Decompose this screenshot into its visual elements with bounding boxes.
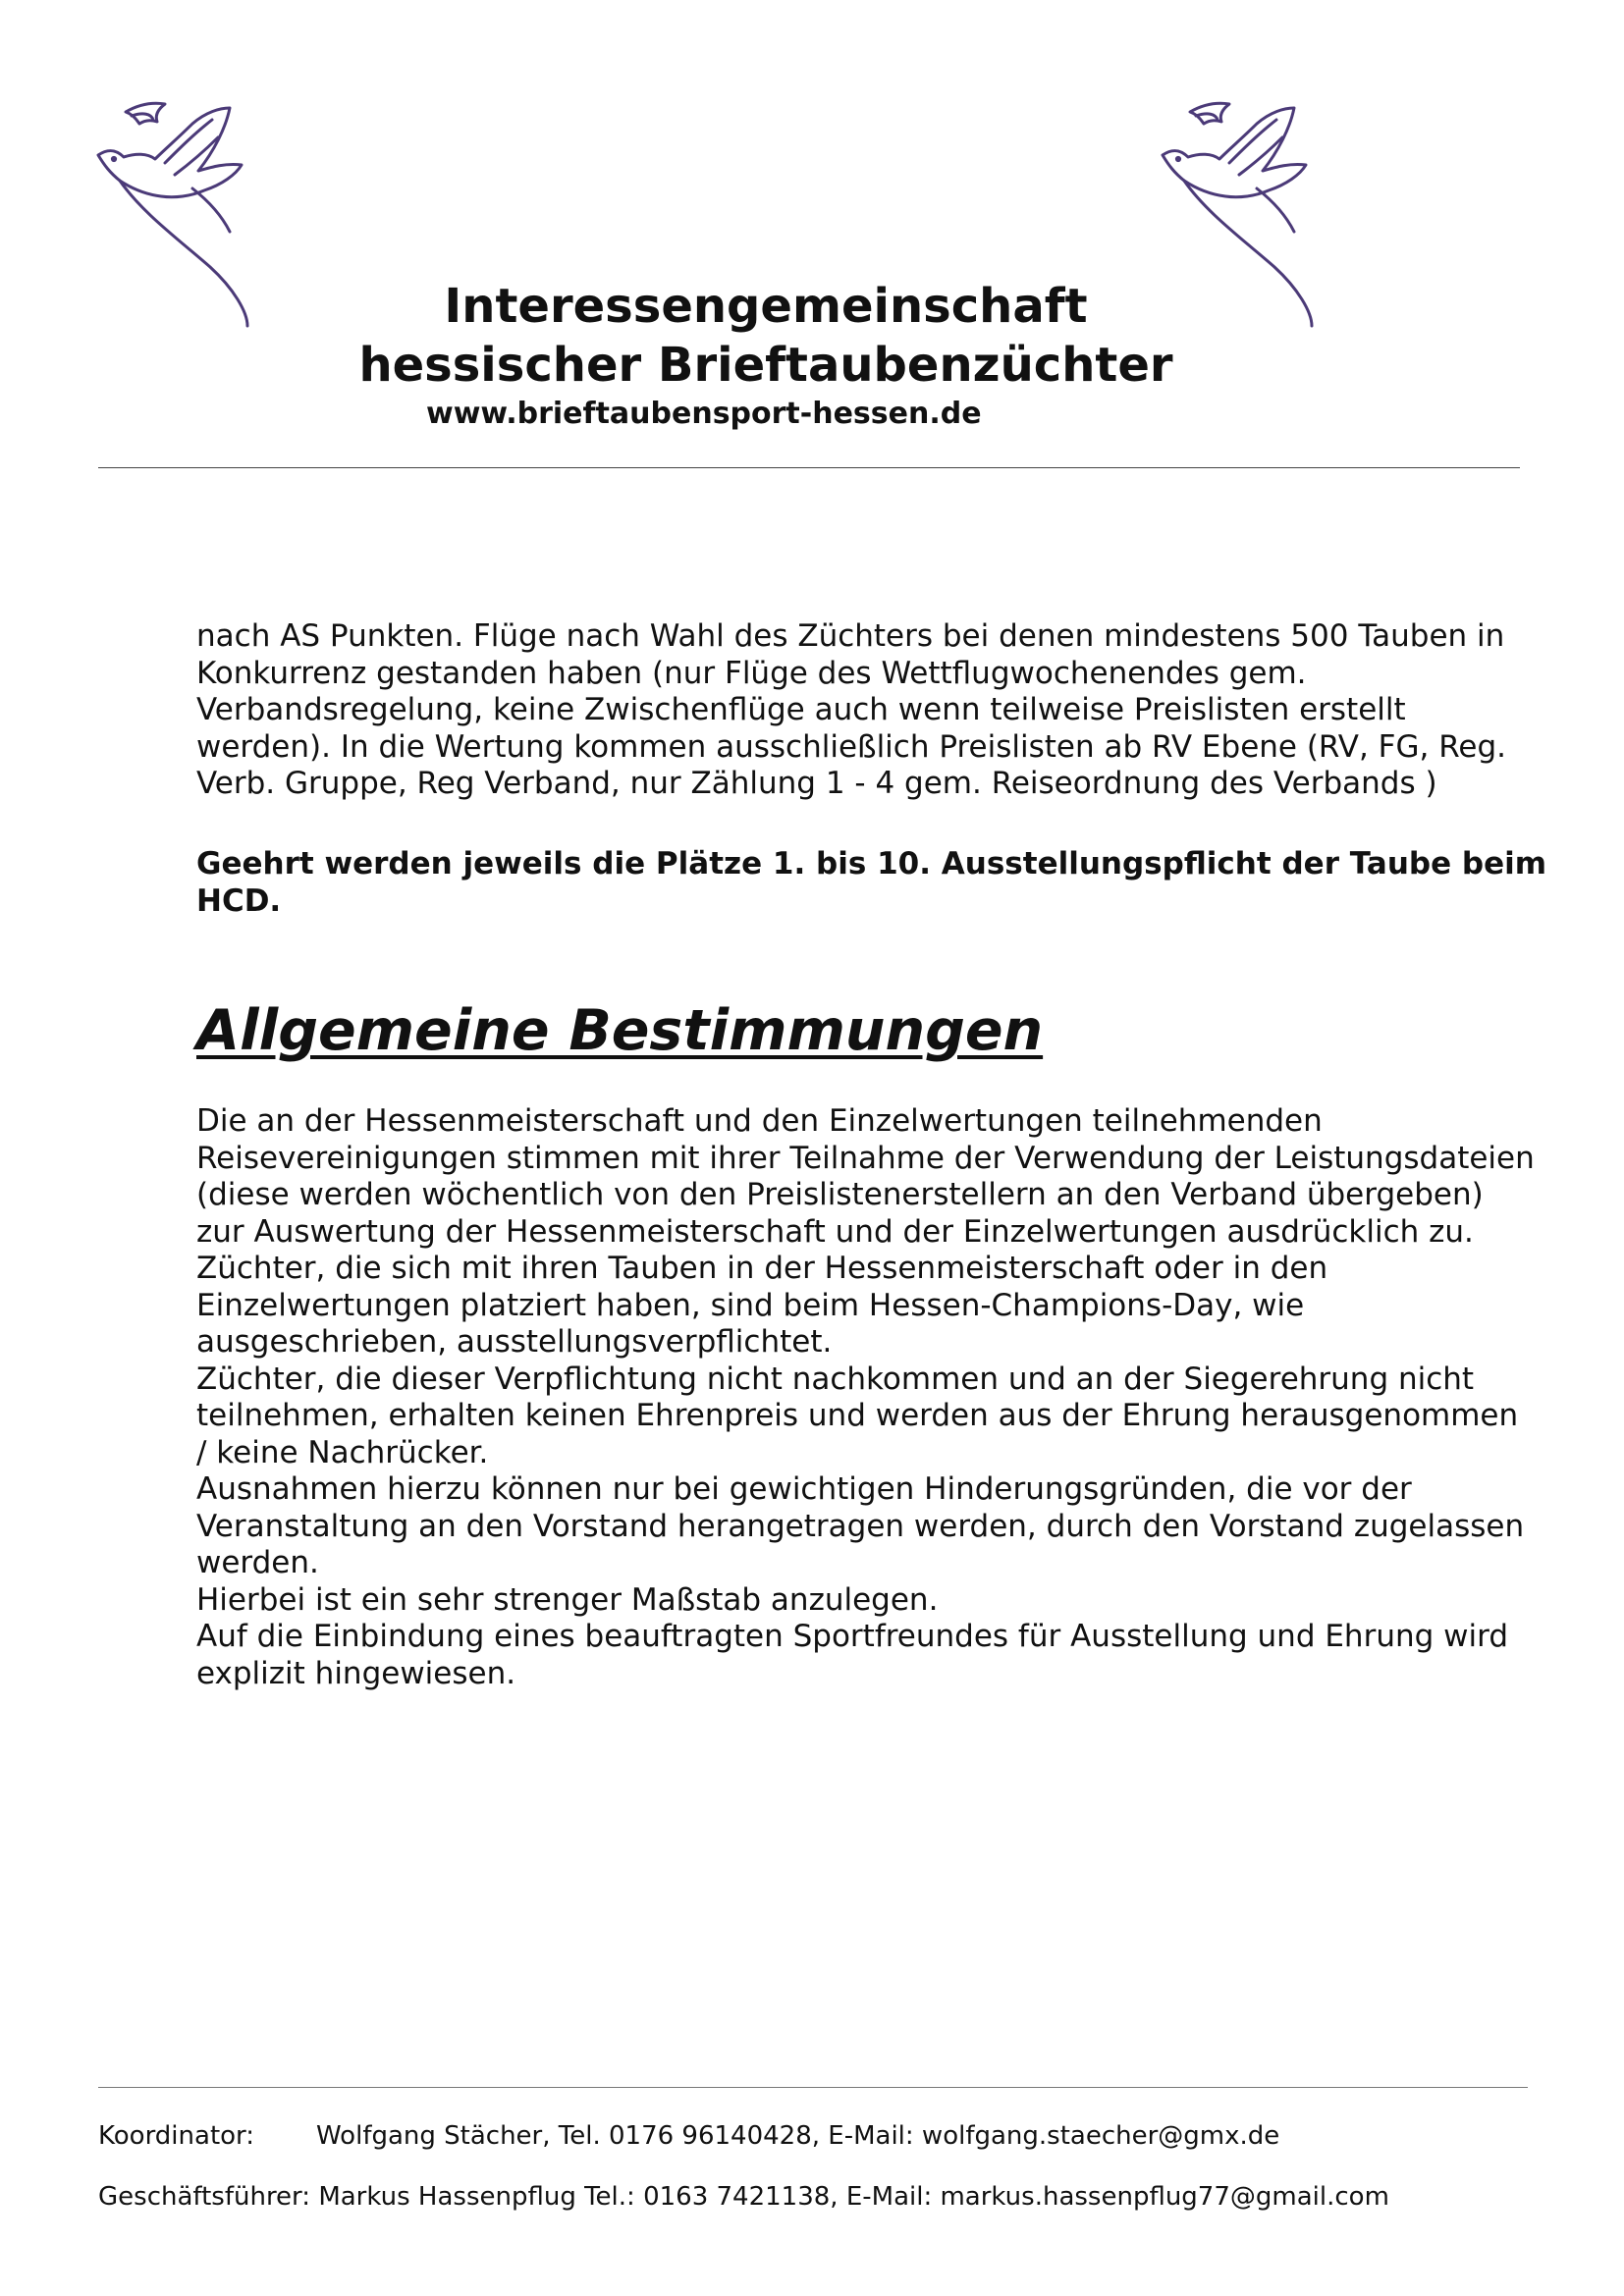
coordinator-label: Koordinator: [98,2121,255,2151]
honored-paragraph: Geehrt werden jeweils die Plätze 1. bis 10. Ausstellungspflicht der Taube beim HCD. [196,846,1547,919]
section-heading: Allgemeine Bestimmungen [196,998,1044,1063]
header-divider [98,467,1520,468]
intro-paragraph: nach AS Punkten. Flüge nach Wahl des Züchters bei denen mindestens 500 Tauben in Konkurrenz gestanden haben (nur Flüge des Wettflugwochenendes gem. Verbandsregelung, keine Zwischenflüge auch wenn teilweise Preislisten erstellt werden). In die Wertung kommen ausschließlich Preislisten ab RV Ebene (RV, FG, Reg. Verb. Gruppe, Reg Verband, nur Zählung 1 - 4 gem. Reiseordnung des Verbands ) [196,618,1506,801]
organization-name-line1: Interessengemeinschaft [444,279,1088,334]
website-link[interactable]: www.brieftaubensport-hessen.de [426,397,982,431]
footer-divider [98,2087,1528,2088]
footer-coordinator [98,2120,1279,2152]
general-provisions-paragraph: Die an der Hessenmeisterschaft und den Einzelwertungen teilnehmenden Reisevereinigungen stimmen mit ihrer Teilnahme der Verwendung der Leistungsdateien (diese werden wöchentlich von den Preislistenerstellern an den Verband übergeben) zur Auswertung der Hessenmeisterschaft und der Einzelwertungen ausdrücklich zu. Züchter, die sich mit ihren Tauben in der Hessenmeisterschaft oder in den Einzelwertungen platziert haben, sind beim Hessen-Champions-Day, wie ausgeschrieben, ausstellungsverpflichtet. Züchter, die dieser Verpflichtung nicht nachkommen und an der Siegerehrung nicht teilnehmen, erhalten keinen Ehrenpreis und werden aus der Ehrung herausgenommen / keine Nachrücker. Ausnahmen hierzu können nur bei gewichtigen Hinderungsgründen, die vor der Veranstaltung an den Vorstand herangetragen werden, durch den Vorstand zugelassen werden. Hierbei ist ein sehr strenger Maßstab anzulegen. Auf die Einbindung eines beauftragten Sportfreundes für Ausstellung und Ehrung wird explizit hingewiesen. [196,1103,1535,1691]
organization-name-line2: hessischer Brieftaubenzüchter [358,338,1173,393]
coordinator-contact: Wolfgang Stächer, Tel. 0176 96140428, E-Mail: wolfgang.staecher@gmx.de [316,2121,1280,2151]
footer-manager: Geschäftsführer: Markus Hassenpflug Tel.: 0163 7421138, E-Mail: markus.hassenpflug77@gmail.com [98,2182,1389,2212]
